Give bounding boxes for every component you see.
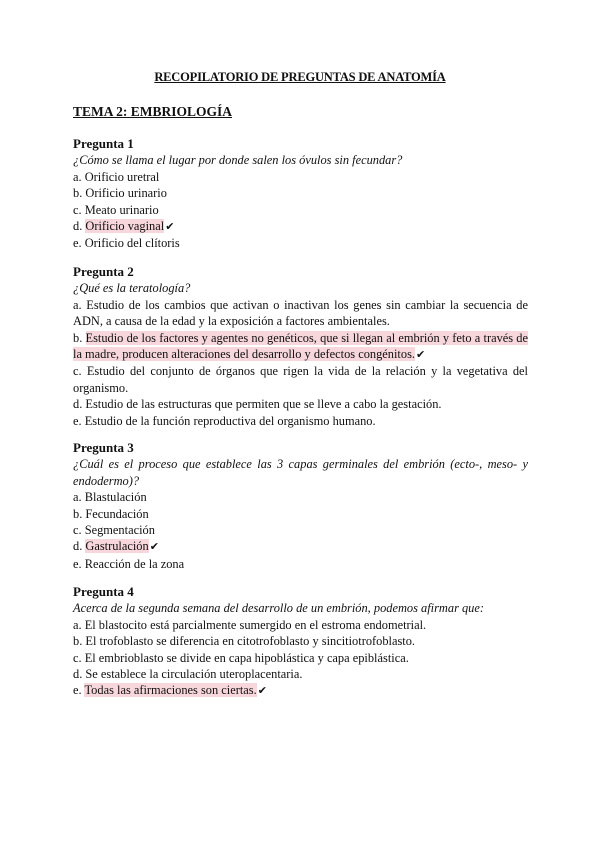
option-prefix: b. [73,186,86,201]
question-1 [73,136,528,252]
option-text: Estudio del conjunto de órganos que rigen la vida de la relación y la vegetativa del organismo. [73,364,529,395]
option-b [73,506,528,522]
option-prefix: d. [73,539,86,554]
checkmark-icon: ✔ [415,349,426,362]
option-d [73,396,528,412]
option-e [73,235,528,251]
option-c [73,650,528,666]
option-b [73,185,528,201]
question-title: Pregunta 3 [73,440,134,455]
option-d-correct [73,538,528,555]
correct-answer-highlight: Gastrulación [85,539,149,554]
option-a [73,297,528,330]
document-title: RECOPILATORIO DE PREGUNTAS DE ANATOMÍA [154,70,446,84]
correct-answer-highlight: Todas las afirmaciones son ciertas. [84,683,257,698]
option-text: El embrioblasto se divide en capa hipoblástica y capa epiblástica. [84,650,409,665]
option-text: Orificio urinario [85,186,167,201]
option-d-correct [73,218,528,235]
option-prefix: e. [73,236,85,251]
option-text: Meato urinario [84,202,159,217]
option-text: Estudio de los cambios que activan o inactivan los genes sin cambiar la secuencia de ADN, a causa de la edad y la exposición a factores ambientales. [73,297,528,329]
option-prefix: b. [73,506,86,521]
question-text: ¿Cuál es el proceso que establece las 3 capas germinales del embrión (ecto-, meso- y endodermo)? [73,457,528,488]
option-e-correct [73,682,528,699]
option-prefix: c. [73,202,85,217]
option-prefix: b. [73,330,86,345]
option-text: Estudio de la función reproductiva del organismo humano. [84,413,376,428]
question-text: Acerca de la segunda semana del desarrollo de un embrión, podemos afirmar que: [73,601,485,616]
option-prefix: e. [73,413,85,428]
question-3 [73,440,528,572]
option-text: El trofoblasto se diferencia en citotrofoblasto y sincitiotrofoblasto. [85,634,416,649]
question-4 [73,584,528,700]
option-prefix: a. [73,490,85,505]
option-text: Segmentación [84,523,155,538]
option-c [73,363,528,396]
option-prefix: c. [73,650,85,665]
option-text: Reacción de la zona [84,556,185,571]
option-prefix: d. [73,397,86,412]
topic-heading: TEMA 2: EMBRIOLOGÍA [73,104,233,119]
question-2 [73,264,528,429]
question-title: Pregunta 4 [73,584,134,599]
option-prefix: e. [73,556,85,571]
correct-answer-highlight: Orificio vaginal [85,219,165,234]
checkmark-icon: ✔ [257,685,267,698]
question-title: Pregunta 1 [73,136,134,151]
option-prefix: e. [73,683,85,698]
option-c [73,202,528,218]
option-b [73,633,528,649]
question-text: ¿Cómo se llama el lugar por donde salen los óvulos sin fecundar? [73,153,403,168]
option-text: Orificio uretral [84,169,160,184]
option-prefix: c. [73,364,87,379]
checkmark-icon: ✔ [149,541,159,554]
option-prefix: a. [73,297,87,312]
option-e [73,413,528,429]
question-text: ¿Qué es la teratología? [73,281,191,296]
checkmark-icon: ✔ [165,221,175,234]
option-text: El blastocito está parcialmente sumergido en el estroma endometrial. [84,617,427,632]
option-prefix: d. [73,667,86,682]
option-text: Se establece la circulación uteroplacentaria. [85,667,303,682]
option-text: Blastulación [84,490,147,505]
option-prefix: a. [73,169,85,184]
option-a [73,169,528,185]
option-prefix: d. [73,219,86,234]
option-text: Estudio de las estructuras que permiten que se lleve a cabo la gestación. [85,397,442,412]
option-prefix: a. [73,617,85,632]
option-text: Fecundación [85,506,149,521]
option-prefix: c. [73,523,85,538]
option-a [73,489,528,505]
option-e [73,556,528,572]
option-d [73,666,528,682]
question-title: Pregunta 2 [73,264,134,279]
option-text: Orificio del clítoris [84,236,180,251]
option-b-correct [73,330,528,364]
option-a [73,617,528,633]
option-prefix: b. [73,634,86,649]
option-c [73,522,528,538]
correct-answer-highlight: Estudio de los factores y agentes no genéticos, que si llegan al embrión y feto a través de la madre, producen alteraciones del desarrollo y defectos congénitos. [73,330,528,362]
